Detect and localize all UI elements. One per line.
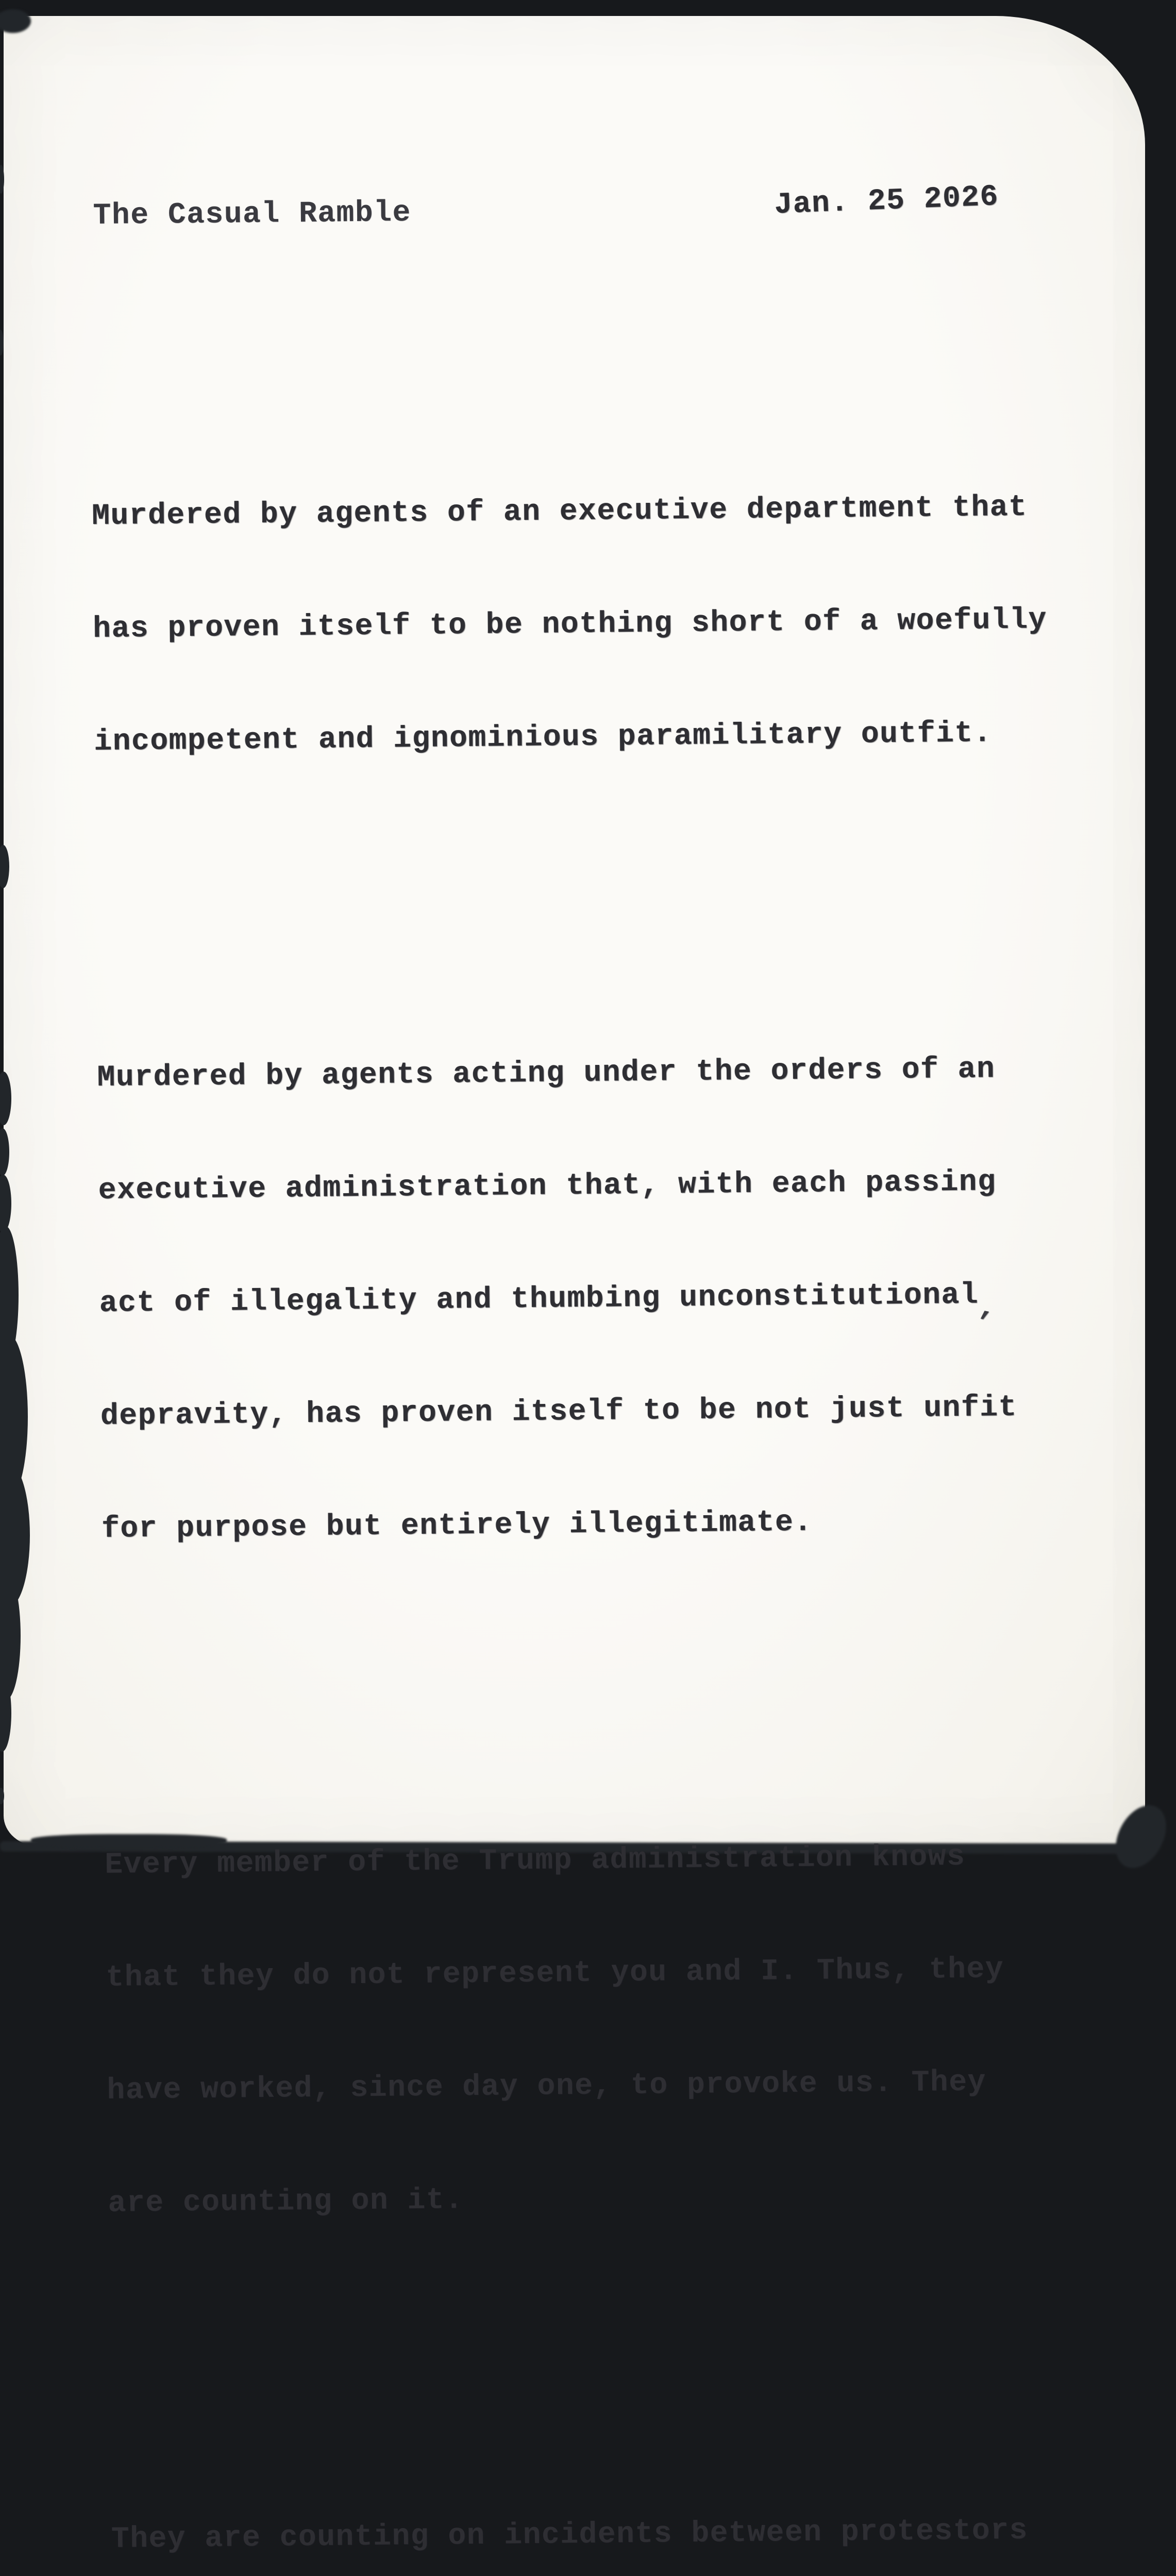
document-header (89, 181, 1079, 242)
stray-ink-mark: ’ (971, 1307, 995, 1342)
paragraph (96, 974, 1092, 1623)
document-date: Jan. 25 2026 (774, 180, 1000, 223)
text-line: They are counting on incidents between protestors (111, 2514, 1029, 2556)
document-title: The Casual Ramble (93, 196, 412, 233)
text-line: incompetent and ignominious paramilitary outfit. (94, 717, 993, 759)
text-line: for purpose but entirely illegitimate. (101, 1505, 813, 1546)
paragraph (110, 2436, 1105, 2576)
paragraph (91, 413, 1084, 836)
text-line: Every member of the Trump administration knows (105, 1840, 966, 1882)
paper-edge-shadow (0, 330, 4, 355)
paragraph (104, 1761, 1099, 2297)
text-line: executive administration that, with each passing (98, 1165, 997, 1208)
text-line: has proven itself to be nothing short of a woefully (92, 603, 1048, 646)
text-line: act of illegality and thumbing unconstitutional (99, 1278, 979, 1320)
text-line: depravity, has proven itself to be not just unfit (100, 1391, 1018, 1433)
text-line: Murdered by agents acting under the orders of an (97, 1053, 996, 1095)
text-line: are counting on it. (108, 2183, 464, 2221)
text-line: that they do not represent you and I. Thus, they (106, 1953, 1004, 1995)
document-body (88, 68, 1133, 2576)
text-line: Murdered by agents of an executive department that (91, 490, 1028, 533)
text-line: have worked, since day one, to provoke us. They (107, 2065, 987, 2108)
